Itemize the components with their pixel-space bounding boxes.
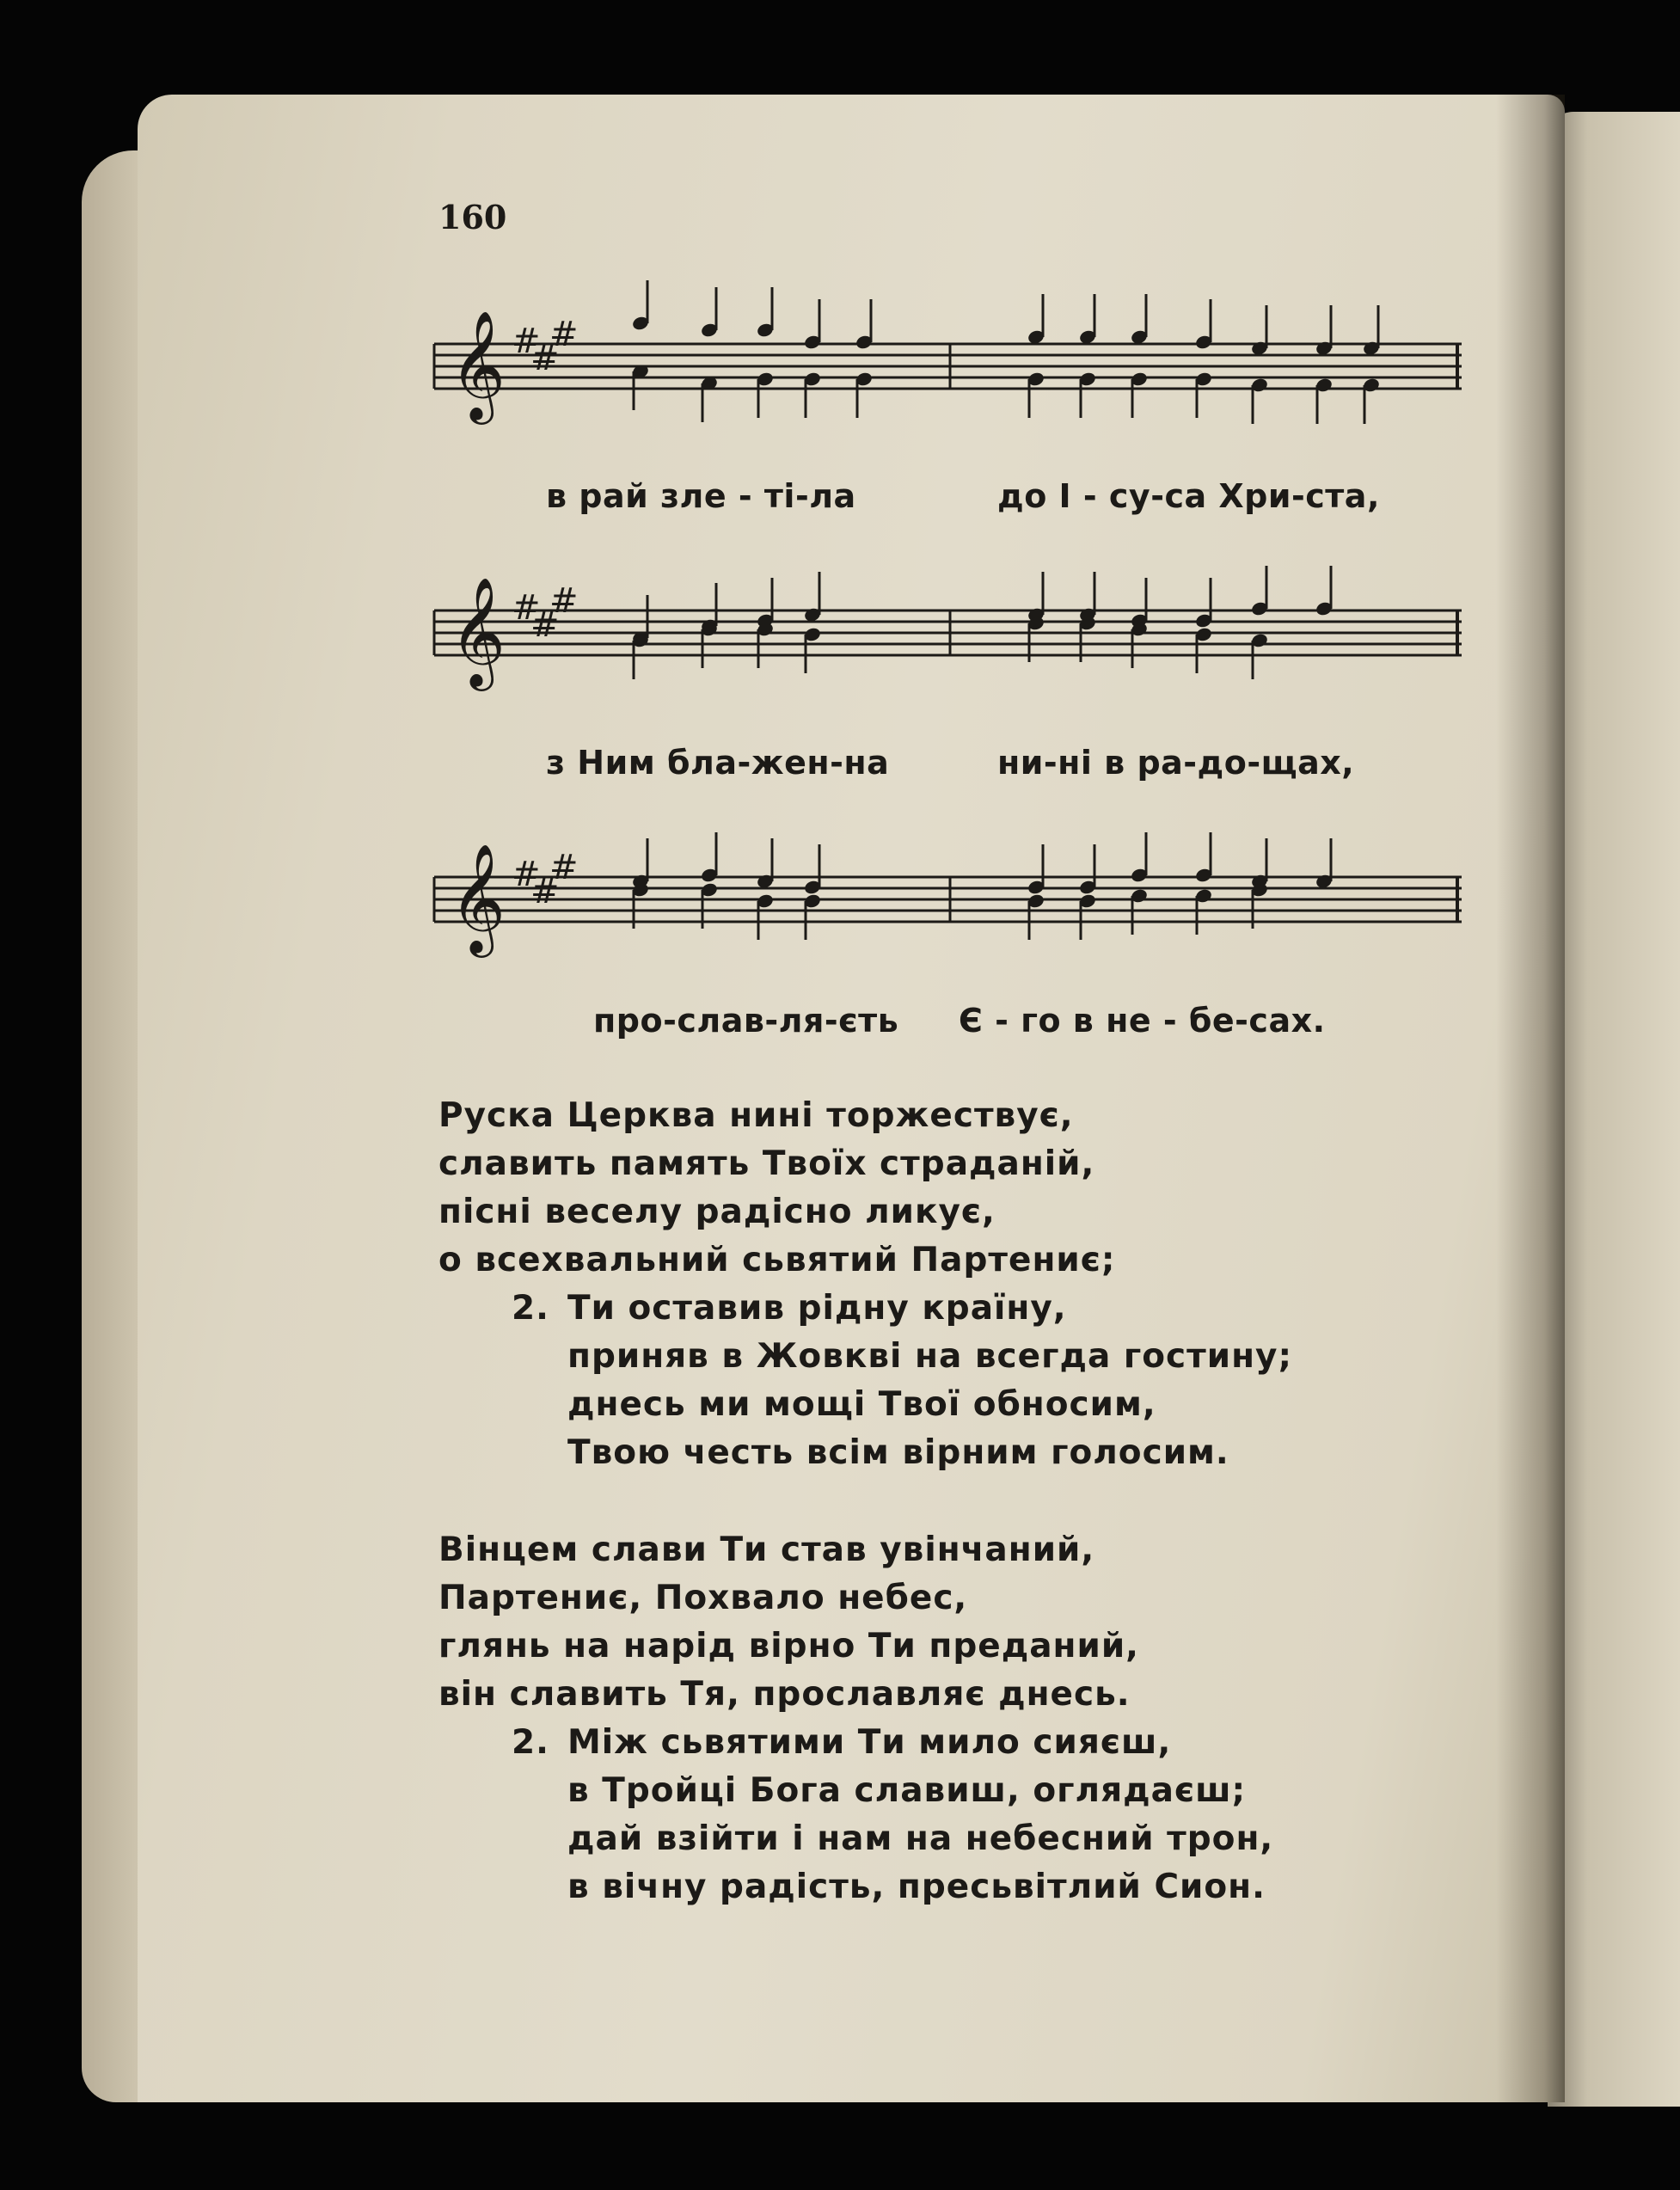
svg-text:#: # xyxy=(530,605,560,645)
stanza-2-line-3: глянь на нарід вірно Ти преданий, xyxy=(438,1627,1139,1666)
svg-text:#: # xyxy=(512,855,541,894)
svg-text:#: # xyxy=(512,588,541,628)
stanza-1-refrain-line-3: днесь ми мощі Твої обносим, xyxy=(567,1385,1156,1424)
stanza-2-line-2: Партениє, Похвало небес, xyxy=(438,1579,968,1617)
book-gutter xyxy=(1496,95,1565,2102)
svg-text:#: # xyxy=(549,848,579,887)
staff-notation-graphic xyxy=(434,559,1462,748)
staff-notation-graphic xyxy=(434,292,1462,482)
music-staff-1 xyxy=(434,292,1462,482)
svg-text:#: # xyxy=(530,339,560,378)
stanza-2-refrain-line-2: в Тройці Бога славиш, оглядаєш; xyxy=(567,1771,1247,1810)
stanza-1-refrain-line-4: Твою честь всім вірним голосим. xyxy=(567,1433,1229,1472)
page-number: 160 xyxy=(438,198,507,236)
stanza-2-line-1: Вінцем слави Ти став увінчаний, xyxy=(438,1531,1095,1569)
music-staff-2 xyxy=(434,559,1462,748)
stanza-2-refrain-line-4: в вічну радість, пресьвітлий Сион. xyxy=(567,1868,1266,1906)
svg-text:#: # xyxy=(530,872,560,911)
lyrics-1-left: в рай зле - ті-ла xyxy=(546,477,856,515)
svg-text:𝄞: 𝄞 xyxy=(450,843,506,953)
stanza-1-line-3: пісні веселу радісно ликує, xyxy=(438,1193,996,1231)
lyrics-1-right: до І - су-са Хри-ста, xyxy=(997,477,1380,515)
lyrics-2-left: з Ним бла-жен-на xyxy=(546,744,890,782)
facing-page xyxy=(1548,112,1680,2107)
svg-text:𝄞: 𝄞 xyxy=(450,576,506,686)
svg-text:#: # xyxy=(512,322,541,361)
stanza-2-refrain-line-3: дай взійти і нам на небесний трон, xyxy=(567,1819,1274,1858)
staff-notation-graphic xyxy=(434,825,1462,1015)
stanza-1-line-4: о всехвальний сьвятий Партениє; xyxy=(438,1241,1116,1279)
stanza-2-refrain-line-1: Між сьвятими Ти мило сияєш, xyxy=(567,1723,1172,1762)
music-staff-3 xyxy=(434,825,1462,1015)
stanza-1-refrain-line-2: приняв в Жовкві на всегда гостину; xyxy=(567,1337,1293,1376)
lyrics-3-left: про-слав-ля-єть xyxy=(593,1002,899,1040)
lyrics-3-right: Є - го в не - бе-сах. xyxy=(959,1002,1326,1040)
stanza-2-line-4: він славить Тя, прославляє днесь. xyxy=(438,1675,1131,1714)
svg-text:#: # xyxy=(549,315,579,354)
svg-text:#: # xyxy=(549,581,579,621)
stanza-1-refrain-line-1: Ти оставив рідну країну, xyxy=(567,1289,1067,1328)
svg-text:𝄞: 𝄞 xyxy=(450,310,506,420)
stanza-1-line-2: славить память Твоїх страданій, xyxy=(438,1144,1095,1183)
stanza-1-line-1: Руска Церква нині торжествує, xyxy=(438,1096,1074,1135)
lyrics-2-right: ни-ні в ра-до-щах, xyxy=(997,744,1355,782)
stanza-2-refrain-number: 2. xyxy=(512,1723,549,1762)
stanza-1-refrain-number: 2. xyxy=(512,1289,549,1328)
